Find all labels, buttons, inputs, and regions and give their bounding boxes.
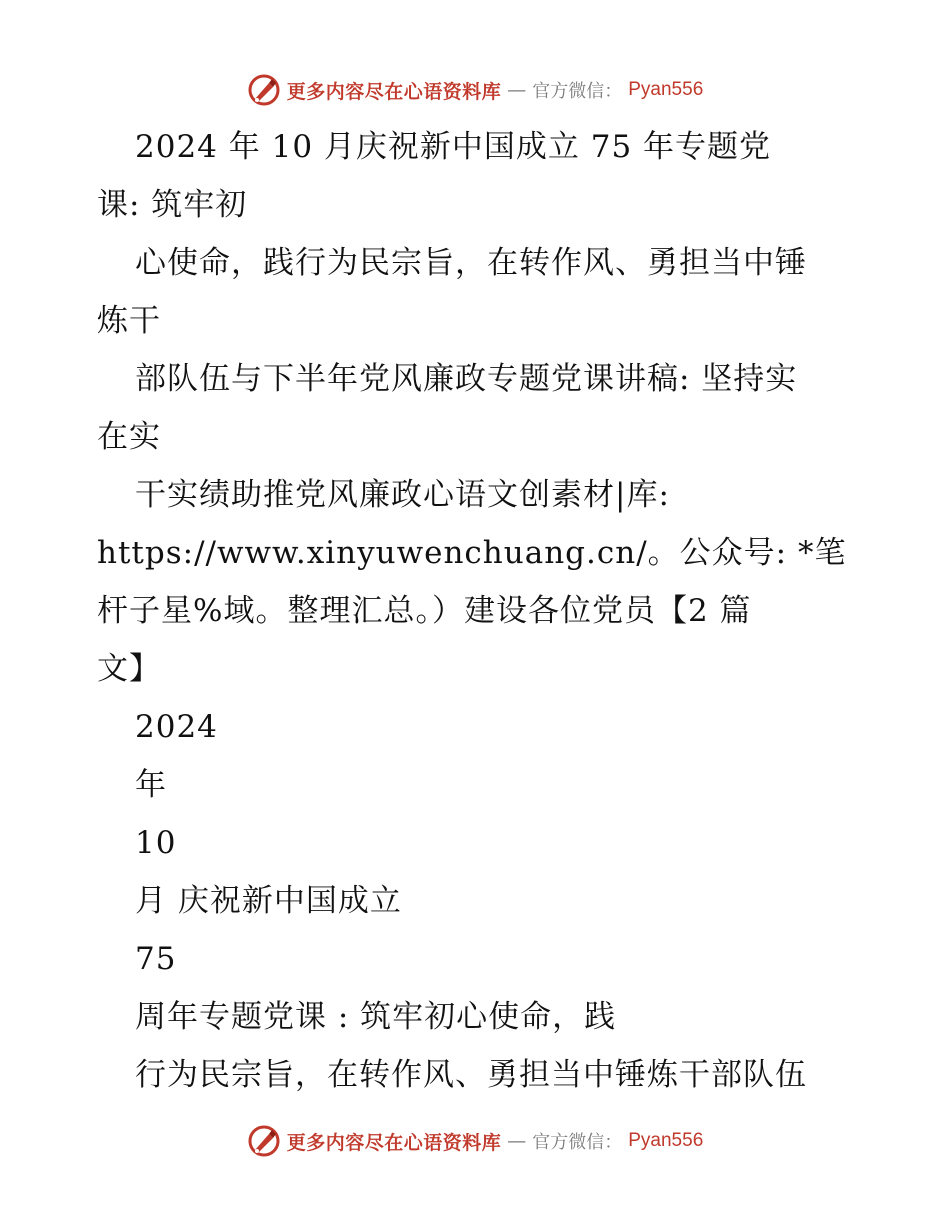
body-line-5: 部队伍与下半年党风廉政专题党课讲稿: 坚持实 xyxy=(135,361,798,397)
body-line-14: 月 庆祝新中国成立 xyxy=(135,883,402,919)
header-wechat-id: Pyan556 xyxy=(628,79,704,100)
body-line-16: 周年专题党课 : 筑牢初心使命，践 xyxy=(135,999,617,1035)
body-line-7: 干实绩助推党风廉政心语文创素材|库: xyxy=(135,477,670,513)
body-line-2: 课: 筑牢初 xyxy=(97,187,248,223)
body-line-12: 年 xyxy=(135,767,167,803)
body-line-11: 2024 xyxy=(135,709,218,745)
body-line-17: 行为民宗旨，在转作风、勇担当中锤炼干部队伍 xyxy=(135,1057,807,1093)
footer-dash: — xyxy=(507,1130,527,1152)
header-official-label: 官方微信： xyxy=(532,81,623,102)
body-line-15: 75 xyxy=(135,941,177,977)
header-brand-text: 更多内容尽在心语资料库 xyxy=(286,80,502,103)
pen-logo-icon xyxy=(247,1124,281,1158)
footer-banner xyxy=(0,1121,950,1161)
body-line-4: 炼干 xyxy=(97,303,161,339)
pen-logo-icon xyxy=(247,73,281,107)
body-line-1: 2024 年 10 月庆祝新中国成立 75 年专题党 xyxy=(135,129,772,165)
header-dash: — xyxy=(507,79,527,101)
footer-wechat-id: Pyan556 xyxy=(628,1130,704,1151)
header-banner-inner xyxy=(247,73,704,107)
body-line-13: 10 xyxy=(135,825,177,861)
footer-official-label: 官方微信： xyxy=(532,1132,623,1153)
body-line-6: 在实 xyxy=(97,419,161,455)
body-line-3: 心使命，践行为民宗旨，在转作风、勇担当中锤 xyxy=(135,245,807,281)
footer-brand-text: 更多内容尽在心语资料库 xyxy=(286,1131,502,1154)
body-line-8: https://www.xinyuwenchuang.cn/。公众号: *笔 xyxy=(97,535,847,571)
body-line-10: 文】 xyxy=(97,651,161,687)
body-line-9: 杆子星%域。整理汇总。）建设各位党员【2 篇 xyxy=(97,593,752,629)
header-banner xyxy=(0,70,950,110)
footer-banner-inner xyxy=(247,1124,704,1158)
